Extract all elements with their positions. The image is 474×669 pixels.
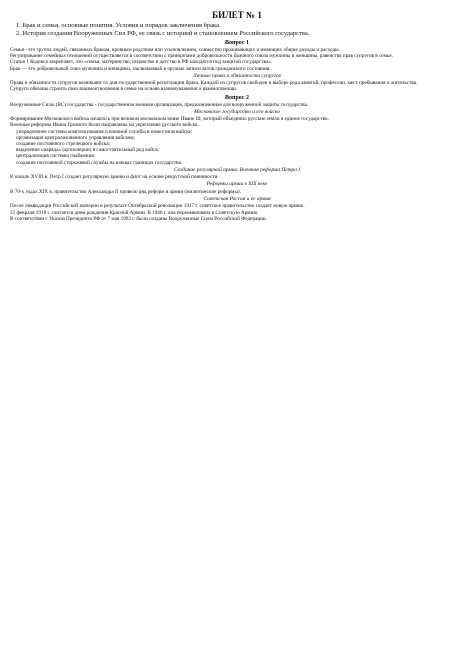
paragraph: Вооруженные Силы (ВС) государства - государственная военная организация, предназначенная для вооруженной защиты государства. — [10, 101, 309, 108]
list-item: упорядочение системы комплектования и военной службы в поместном войске; — [16, 128, 193, 135]
ticket-title: БИЛЕТ № 1 — [212, 10, 262, 20]
paragraph: Формирование Московского войска началось при великом московском князе Иване III, который объединил русские земли в единое государство. — [10, 116, 329, 123]
list-item: создание постоянного стрелецкого войска; — [16, 141, 111, 148]
list-item: централизация системы снабжения; — [16, 153, 96, 160]
list-item: выделение «наряда» (артиллерии) в самостоятельный род войск; — [16, 147, 160, 154]
subheading: Московское государство и его войско — [194, 108, 280, 115]
paragraph: Супруги обязаны строить свои взаимоотношения в семье на основе взаимоуважения и взаимопомощи. — [10, 86, 238, 93]
paragraph: 23 февраля 1918 г. считается днем рождения Красной Армии. В 1946 г. она переименована в Советскую Армию. — [10, 209, 259, 216]
list-item: организация централизованного управления войском; — [16, 134, 135, 141]
paragraph: Брак — это добровольный союз мужчины и женщины, заключаемый в органах записи актов гражданского состояния. — [10, 65, 271, 72]
subheading: Реформы армии в XIX веке — [206, 181, 268, 188]
paragraph: В 70-х годах XIX в. правительство Александра II провело ряд реформ в армии (милютинские реформы). — [10, 188, 241, 195]
paragraph: Военные реформы Ивана Грозного были направлены на укрепление русского войска. — [10, 122, 199, 129]
paragraph: В начале XVIII в. Петр I создает регулярную армию и флот на основе рекрутской повинности. — [10, 174, 219, 181]
paragraph: Семья - это группа людей, связанных браком, кровным родством или усыновлением, совместно проживающих и имеющих общие доходы и расходы. — [10, 47, 340, 53]
paragraph: После ликвидации Российской империи в результате Октябрьской революции 1917 г. советское правительство создает новую армию. — [10, 203, 305, 210]
subheading: Личные права и обязанности супругов — [193, 72, 281, 79]
paragraph: Права и обязанности супругов возникают со дня государственной регистрации брака. Каждый из супругов свободен в выборе рода занятий, профессии, мест пребывания и жительства. — [10, 80, 418, 87]
subheading: Советская Россия и ее армия — [203, 196, 271, 203]
subheading: Создание регулярной армии. Военная реформа Петра I — [173, 166, 301, 173]
section-1-title: Вопрос 1 — [225, 40, 249, 46]
paragraph: Регулирование семейных отношений осуществляется в соответствии с принципами добровольности брачного союза мужчины и женщины, равенства прав супругов в семье. — [10, 53, 393, 60]
paragraph: Статья 1 Кодекса закрепляет, что «семья, материнство, отцовство и детство в РФ находятся под защитой государства». — [10, 59, 273, 66]
question-2: 2. История создания Вооруженных Сил РФ, ее связь с историей и становлением Российского государства. — [16, 30, 310, 37]
paragraph: В соответствии с Указом Президента РФ от 7 мая 1992 г. были созданы Вооруженные Силы Российской Федерации. — [10, 215, 267, 222]
section-2-title: Вопрос 2 — [225, 94, 249, 101]
question-1: 1. Брак и семья, основные понятия. Условия и порядок заключения брака. — [16, 22, 221, 29]
list-item: создание постоянной сторожевой службы на южных границах государства. — [16, 159, 183, 166]
